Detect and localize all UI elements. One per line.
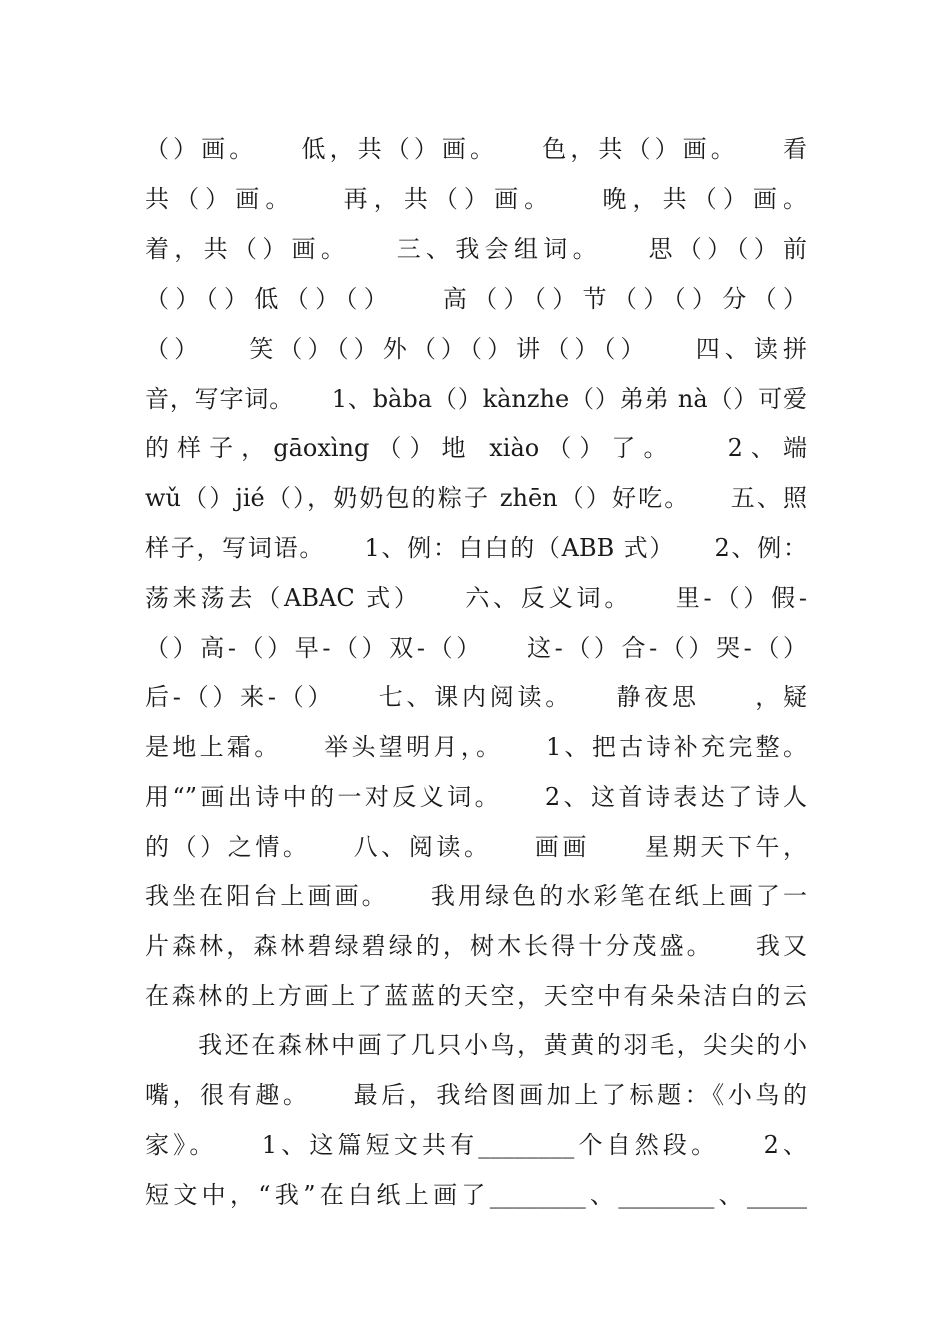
text-line-13: 是地上霜。 举头望明月，。 1、把古诗补充完整。 — [145, 733, 807, 761]
text-line-18: 在森林的上方画上了蓝蓝的天空，天空中有朵朵洁白的云 — [145, 982, 807, 1010]
text-line-4: （）（）低（）（） 高（）（）节（）（）分（） — [145, 285, 807, 313]
text-line-3: 着，共（）画。 三、我会组词。 思（）（）前 — [145, 235, 807, 263]
text-line-22: 短文中，“我”在白纸上画了________、________、_____ — [145, 1181, 807, 1209]
text-line-12: 后-（）来-（） 七、课内阅读。 静夜思 ，疑 — [145, 683, 807, 711]
text-line-1: （）画。 低，共（）画。 色，共（）画。 看 — [145, 135, 807, 163]
text-line-21: 家》。 1、这篇短文共有________个自然段。 2、 — [145, 1131, 807, 1159]
text-line-7: 的样子，gāoxìng（）地 xiào（）了。 2、端 — [145, 434, 807, 462]
text-line-20: 嘴，很有趣。 最后，我给图画加上了标题：《小鸟的 — [145, 1081, 807, 1109]
text-line-8: wǔ（）jié（），奶奶包的粽子 zhēn（）好吃。 五、照 — [145, 484, 807, 512]
text-line-2: 共（）画。 再，共（）画。 晚，共（）画。 — [145, 185, 807, 213]
text-line-10: 荡来荡去（ABAC 式） 六、反义词。 里-（）假- — [145, 584, 807, 612]
text-line-11: （）高-（）早-（）双-（） 这-（）合-（）哭-（） — [145, 634, 807, 662]
text-line-19: 我还在森林中画了几只小鸟，黄黄的羽毛，尖尖的小 — [145, 1031, 807, 1059]
text-line-15: 的（）之情。 八、阅读。 画画 星期天下午， — [145, 833, 807, 861]
text-line-5: （） 笑（）（）外（）（）讲（）（） 四、读拼 — [145, 335, 807, 363]
text-line-14: 用“”画出诗中的一对反义词。 2、这首诗表达了诗人 — [145, 783, 807, 811]
text-line-6: 音，写字词。 1、bàba（）kànzhe（）弟弟 nà（）可爱 — [145, 385, 807, 413]
text-line-16: 我坐在阳台上画画。 我用绿色的水彩笔在纸上画了一 — [145, 882, 807, 910]
text-line-17: 片森林，森林碧绿碧绿的，树木长得十分茂盛。 我又 — [145, 932, 807, 960]
text-line-9: 样子，写词语。 1、例：白白的（ABB 式） 2、例： — [145, 534, 807, 562]
